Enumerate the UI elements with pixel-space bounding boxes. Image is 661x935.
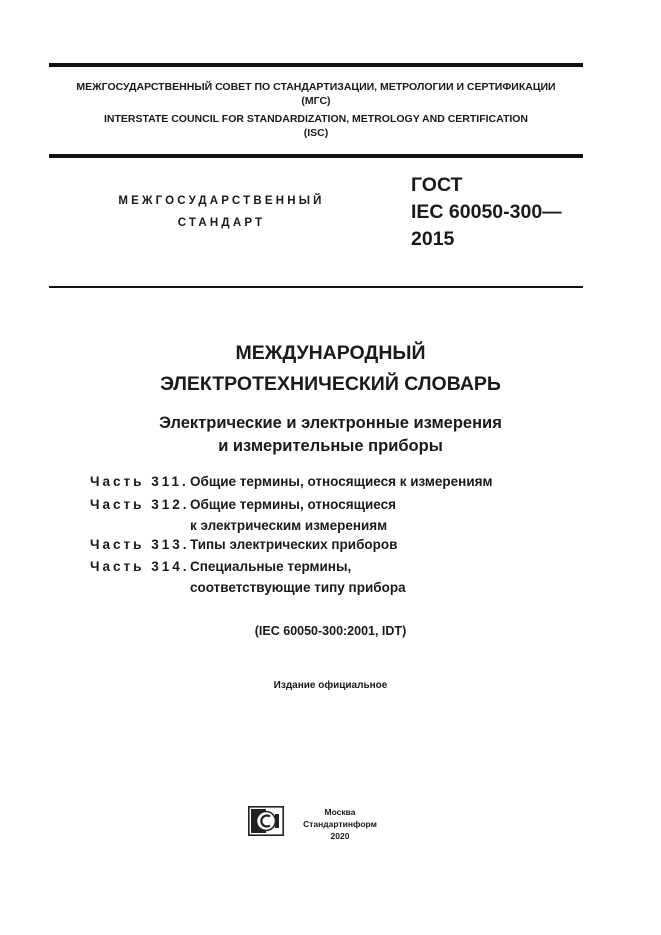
standard-label-line1: МЕЖГОСУДАРСТВЕННЫЙ bbox=[118, 195, 325, 207]
council-en bbox=[49, 112, 583, 140]
gost-designation bbox=[411, 172, 562, 253]
gost-line2: IEC 60050-300— bbox=[411, 201, 562, 223]
standard-label-line2: СТАНДАРТ bbox=[177, 217, 266, 229]
part-number: 312. bbox=[151, 497, 190, 512]
header-rule bbox=[49, 154, 583, 158]
part-title-cont: соответствующие типу прибора bbox=[190, 579, 406, 595]
subtitle-line2: и измерительные приборы bbox=[218, 437, 443, 455]
council-ru bbox=[49, 80, 583, 108]
part-311 bbox=[90, 472, 492, 493]
designation-rule bbox=[49, 286, 583, 288]
part-312 bbox=[90, 495, 396, 536]
part-314 bbox=[90, 557, 406, 598]
gost-line3: 2015 bbox=[411, 228, 455, 250]
part-label: Часть bbox=[90, 497, 145, 512]
title-line1: МЕЖДУНАРОДНЫЙ bbox=[235, 342, 426, 364]
part-title-cont: к электрическим измерениям bbox=[190, 517, 388, 533]
publisher-year: 2020 bbox=[330, 831, 350, 841]
part-label: Часть bbox=[90, 537, 145, 552]
council-ru-abbr: (МГС) bbox=[301, 95, 331, 107]
publisher-name: Стандартинформ bbox=[303, 819, 377, 829]
part-number: 313. bbox=[151, 537, 190, 552]
part-title: Общие термины, относящиеся к измерениям bbox=[190, 474, 493, 489]
document-title bbox=[0, 338, 661, 400]
council-en-name: INTERSTATE COUNCIL FOR STANDARDIZATION, METROLOGY AND CERTIFICATION bbox=[103, 113, 529, 125]
part-number: 311. bbox=[151, 474, 189, 489]
part-title: Типы электрических приборов bbox=[190, 537, 398, 552]
title-line2: ЭЛЕКТРОТЕХНИЧЕСКИЙ СЛОВАРЬ bbox=[160, 373, 501, 395]
top-rule bbox=[49, 63, 583, 67]
part-number: 314. bbox=[151, 559, 190, 574]
edition-note: Издание официальное bbox=[273, 680, 388, 691]
publisher-city: Москва bbox=[324, 807, 356, 817]
part-title: Специальные термины, bbox=[190, 559, 352, 574]
standard-label bbox=[49, 190, 394, 234]
document-subtitle bbox=[0, 412, 661, 458]
subtitle-line1: Электрические и электронные измерения bbox=[159, 414, 502, 432]
part-313 bbox=[90, 535, 397, 556]
part-label: Часть bbox=[90, 559, 145, 574]
part-title: Общие термины, относящиеся bbox=[190, 497, 396, 512]
iec-reference: (IEC 60050-300:2001, IDT) bbox=[254, 624, 407, 638]
standartinform-logo-icon bbox=[248, 806, 284, 836]
council-ru-name: МЕЖГОСУДАРСТВЕННЫЙ СОВЕТ ПО СТАНДАРТИЗАЦИИ, МЕТРОЛОГИИ И СЕРТИФИКАЦИИ bbox=[76, 81, 556, 93]
council-en-abbr: (ISC) bbox=[303, 127, 329, 139]
gost-line1: ГОСТ bbox=[411, 174, 463, 196]
part-label: Часть bbox=[90, 474, 145, 489]
publisher-info bbox=[300, 806, 380, 842]
